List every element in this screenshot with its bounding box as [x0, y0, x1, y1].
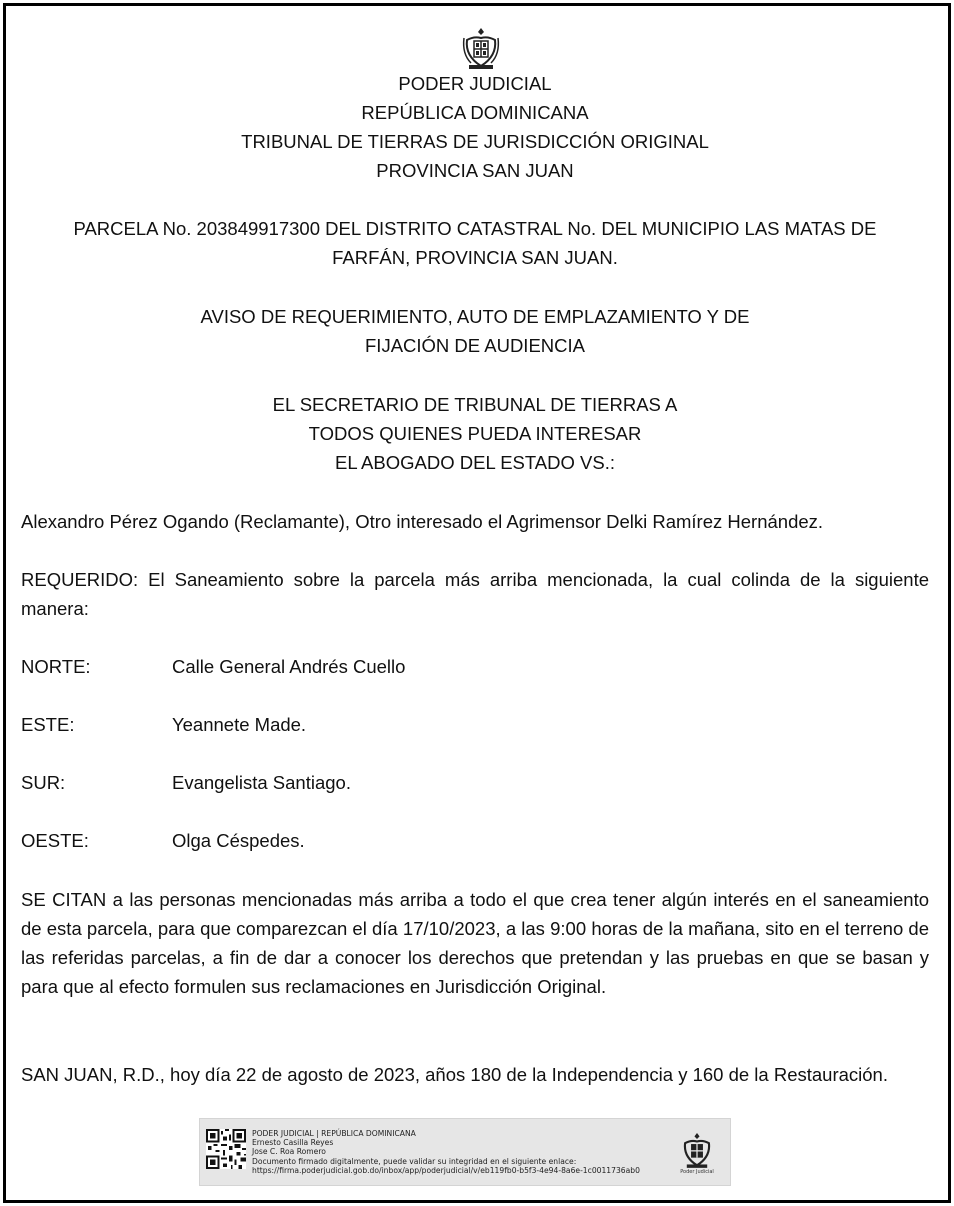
header-line: PODER JUDICIAL: [398, 73, 552, 94]
parties-paragraph: Alexandro Pérez Ogando (Reclamante), Otro interesado el Agrimensor Delki Ramírez Hernández.: [21, 511, 824, 532]
parcela-title: [21, 214, 929, 272]
signature-line: Jose C. Roa Romero: [252, 1147, 326, 1157]
signature-line: Ernesto Casilla Reyes: [252, 1138, 334, 1148]
boundary-value: Olga Céspedes.: [172, 830, 305, 851]
secretario-line: TODOS QUIENES PUEDA INTERESAR: [308, 423, 642, 444]
boundary-direction: ESTE:: [21, 714, 75, 735]
signature-text: [252, 1129, 640, 1175]
signature-line: Documento firmado digitalmente, puede validar su integridad en el siguiente enlace:: [252, 1156, 577, 1166]
secretario-line: EL ABOGADO DEL ESTADO VS.:: [335, 452, 615, 473]
citation-paragraph: SE CITAN a las personas mencionadas más arriba a todo el que crea tener algún interés en el saneamiento de esta parcela, para que comparezcan el día 17/10/2023, a las 9:00 horas de la mañana, sito en el terreno de las referidas parcelas, a fin de dar a conocer los derechos que pretendan y las pruebas en que se basan y para que al efecto formulen sus reclamaciones en Jurisdicción Original.: [21, 889, 929, 997]
secretario-line: EL SECRETARIO DE TRIBUNAL DE TIERRAS A: [272, 394, 678, 415]
parcela-line: PARCELA No. 203849917300 DEL DISTRITO CATASTRAL No. DEL MUNICIPIO LAS MATAS DE: [73, 218, 877, 239]
seal-caption: Poder Judicial: [680, 1169, 714, 1175]
header-line: TRIBUNAL DE TIERRAS DE JURISDICCIÓN ORIGINAL: [241, 131, 709, 152]
secretario-block: [21, 390, 929, 477]
aviso-title: [21, 302, 929, 360]
signature-line: PODER JUDICIAL | REPÚBLICA DOMINICANA: [252, 1129, 416, 1138]
header-line: REPÚBLICA DOMINICANA: [361, 102, 589, 123]
signature-link[interactable]: https://firma.poderjudicial.gob.do/inbox/app/poderjudicial/v/eb119fb0-b5f3-4e94-8a6e-1c0011736ab0: [252, 1165, 640, 1175]
poder-judicial-seal-icon: [680, 1131, 714, 1169]
aviso-line: AVISO DE REQUERIMIENTO, AUTO DE EMPLAZAMIENTO Y DE: [200, 306, 750, 327]
header-line: PROVINCIA SAN JUAN: [376, 160, 574, 181]
boundary-value: Yeannete Made.: [172, 714, 307, 735]
boundary-direction: OESTE:: [21, 830, 89, 851]
aviso-line: FIJACIÓN DE AUDIENCIA: [365, 335, 585, 356]
boundary-value: Evangelista Santiago.: [172, 772, 351, 793]
qr-code-icon[interactable]: [206, 1129, 246, 1169]
closing-paragraph: SAN JUAN, R.D., hoy día 22 de agosto de 2023, años 180 de la Independencia y 160 de la Restauración.: [21, 1064, 888, 1085]
digital-signature-box: [199, 1118, 731, 1186]
boundary-value: Calle General Andrés Cuello: [172, 656, 406, 677]
boundary-direction: SUR:: [21, 772, 66, 793]
header: [21, 69, 929, 185]
document-page: [3, 3, 951, 1203]
parcela-line: FARFÁN, PROVINCIA SAN JUAN.: [332, 247, 618, 268]
boundary-direction: NORTE:: [21, 656, 91, 677]
coat-of-arms-icon: [461, 26, 501, 70]
requerido-paragraph: REQUERIDO: El Saneamiento sobre la parcela más arriba mencionada, la cual colinda de la siguiente manera:: [21, 569, 929, 619]
